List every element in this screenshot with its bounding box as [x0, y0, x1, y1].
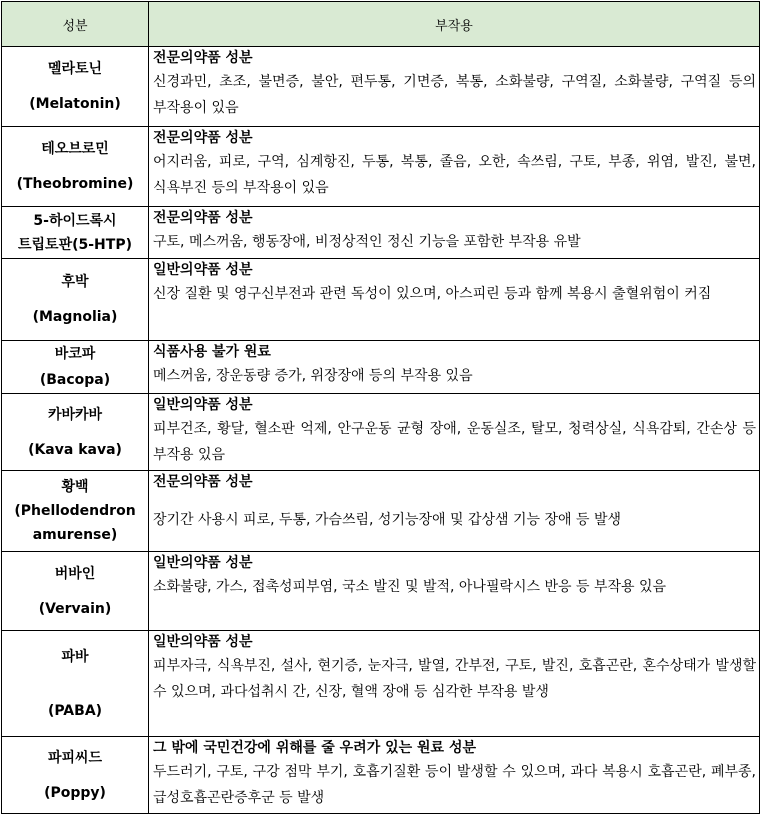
ingredient-english-name: (Kava kava): [28, 441, 122, 458]
side-effect-text: 신장 질환 및 영구신부전과 관련 독성이 있으며, 아스피린 등과 함께 복용시 출혈위험이 커짐: [153, 286, 712, 302]
side-effect-cell: [149, 737, 760, 814]
side-effect-cell: [149, 47, 760, 127]
side-effect-text: 메스꺼움, 장운동량 증가, 위장장애 등의 부작용 있음: [153, 368, 473, 384]
table-row: [2, 552, 760, 631]
side-effect-cell: [149, 552, 760, 631]
table-row: [2, 394, 760, 471]
side-effect-cell: [149, 471, 760, 552]
ingredient-english-name-line-1: (Phellodendron: [14, 503, 136, 519]
ingredient-english-name: (Melatonin): [29, 96, 121, 112]
side-effect-text: 구토, 메스꺼움, 행동장애, 비정상적인 정신 기능을 포함한 부작용 유발: [153, 234, 581, 250]
ingredient-korean-name: 바코파: [54, 346, 96, 362]
side-effect-cell: [149, 207, 760, 259]
ingredient-name-cell: [2, 631, 149, 737]
ingredient-english-name: (Vervain): [38, 600, 112, 617]
header-row: [2, 2, 760, 47]
side-effect-text: 신경과민, 초조, 불면증, 불안, 편두통, 기면증, 복통, 소화불량, 구역질, 소화불량, 구역질 등의 부작용이 있음: [153, 74, 756, 116]
ingredient-name-cell: [2, 127, 149, 207]
ingredient-name-cell: [2, 552, 149, 631]
category-label: 전문의약품 성분: [153, 210, 253, 226]
table-row: [2, 259, 760, 341]
ingredient-name-cell: [2, 207, 149, 259]
ingredient-korean-name: 파피씨드: [47, 749, 103, 766]
ingredient-english-name: (PABA): [47, 702, 103, 719]
ingredient-korean-name: 버바인: [54, 565, 96, 582]
ingredient-name-cell: [2, 737, 149, 814]
side-effect-cell: [149, 127, 760, 207]
side-effect-text: 두드러기, 구토, 구강 점막 부기, 호흡기질환 등이 발생할 수 있으며, 과다 복용시 호흡곤란, 폐부종, 급성호흡곤란증후군 등 발생: [153, 764, 756, 806]
ingredient-english-name: 트립토판(5-HTP): [18, 236, 132, 253]
side-effect-text: 어지러움, 피로, 구역, 심계항진, 두통, 복통, 졸음, 오한, 속쓰림, 구토, 부종, 위염, 발진, 불면, 식욕부진 등의 부작용이 있음: [153, 154, 756, 196]
ingredient-korean-name: 테오브로민: [41, 141, 109, 157]
side-effect-text: 장기간 사용시 피로, 두통, 가슴쓰림, 성기능장애 및 갑상샘 기능 장애 등 발생: [153, 512, 622, 528]
side-effect-cell: [149, 394, 760, 471]
side-effect-cell: [149, 341, 760, 394]
table-row: [2, 341, 760, 394]
table-row: [2, 47, 760, 127]
ingredient-korean-name: 5-하이드록시: [33, 212, 117, 229]
category-label: 전문의약품 성분: [153, 50, 253, 66]
ingredient-korean-name: 파바: [61, 648, 89, 665]
category-label: 전문의약품 성분: [153, 474, 253, 490]
category-label: 일반의약품 성분: [153, 634, 253, 650]
ingredient-korean-name: 카바카바: [47, 406, 103, 423]
ingredient-korean-name: 멜라토닌: [47, 61, 103, 77]
ingredient-name-cell: [2, 259, 149, 341]
table-row: [2, 631, 760, 737]
table-row: [2, 471, 760, 552]
table-row: [2, 737, 760, 814]
category-label: 전문의약품 성분: [153, 130, 253, 146]
side-effect-text: 피부건조, 황달, 혈소판 억제, 안구운동 균형 장애, 운동실조, 탈모, 청력상실, 식욕감퇴, 간손상 등 부작용 있음: [153, 421, 756, 463]
ingredient-side-effect-table: [1, 1, 760, 814]
table-row: [2, 207, 760, 259]
ingredient-korean-name: 황백: [61, 479, 89, 495]
table-row: [2, 127, 760, 207]
side-effect-text: 소화불량, 가스, 접촉성피부염, 국소 발진 및 발적, 아나필락시스 반응 등 부작용 있음: [153, 579, 667, 595]
header-ingredient: 성분: [2, 2, 149, 47]
category-label: 일반의약품 성분: [153, 555, 253, 571]
side-effect-cell: [149, 631, 760, 737]
ingredient-english-name-line-2: amurense): [32, 527, 118, 543]
ingredient-english-name: (Bacopa): [39, 372, 111, 388]
ingredient-english-name: (Magnolia): [32, 309, 118, 325]
ingredient-name-cell: [2, 471, 149, 552]
ingredient-name-cell: [2, 394, 149, 471]
category-label: 식품사용 불가 원료: [153, 344, 271, 360]
header-side-effect: 부작용: [149, 2, 760, 47]
category-label: 일반의약품 성분: [153, 262, 253, 278]
ingredient-korean-name: 후박: [61, 274, 89, 290]
category-label: 일반의약품 성분: [153, 397, 253, 413]
ingredient-name-cell: [2, 47, 149, 127]
category-label: 그 밖에 국민건강에 위해를 줄 우려가 있는 원료 성분: [153, 740, 476, 756]
side-effect-text: 피부자극, 식욕부진, 설사, 현기증, 눈자극, 발열, 간부전, 구토, 발진, 호흡곤란, 혼수상태가 발생할 수 있으며, 과다섭취시 간, 신장, 혈액 장애 등 심각한 부작용 발생: [153, 658, 756, 700]
ingredient-english-name: (Theobromine): [16, 176, 134, 192]
side-effect-cell: [149, 259, 760, 341]
ingredient-english-name: (Poppy): [44, 784, 106, 801]
table-header: [2, 2, 760, 47]
ingredient-name-cell: [2, 341, 149, 394]
